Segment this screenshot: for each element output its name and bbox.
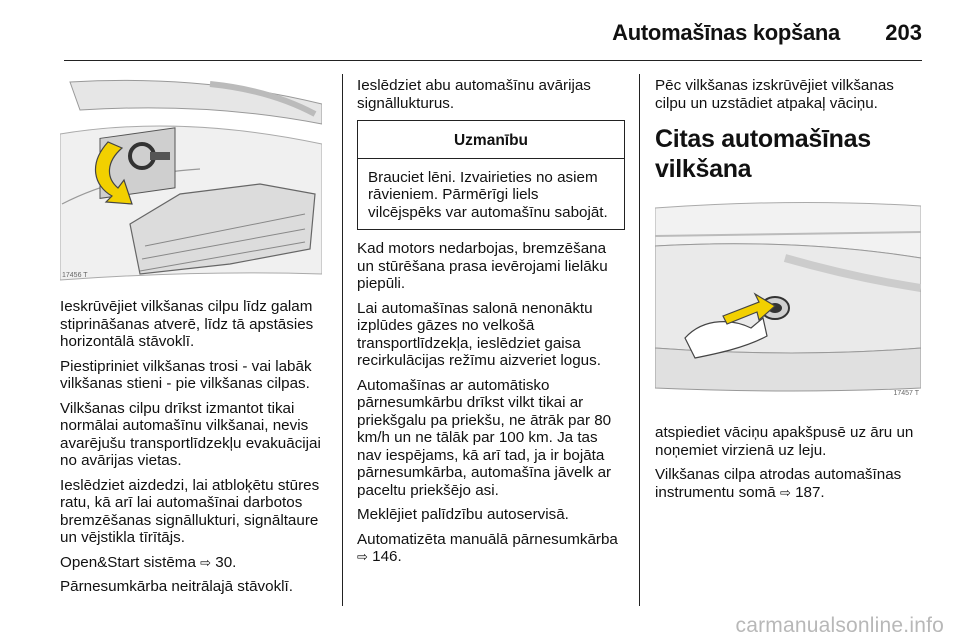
column-divider-1	[342, 74, 343, 606]
page-reference-icon: ⇨	[200, 554, 212, 570]
tow-eye-front-figure	[60, 74, 322, 286]
warning-box	[357, 120, 625, 230]
page-reference-icon: ⇨	[357, 549, 368, 564]
paragraph: Ieslēdziet abu automašīnu avārijas signāllukturus.	[357, 77, 591, 112]
paragraph: Pēc vilkšanas izskrūvējiet vilkšanas cilpu un uzstādiet atpakaļ vāciņu.	[655, 77, 894, 112]
figure-code: 17457 T	[893, 389, 919, 397]
reference-text: Automatizēta manuālā pārnesumkārba	[357, 530, 618, 548]
reference-text: Open&Start sistēma	[60, 553, 196, 571]
paragraph: atspiediet vāciņu apakšpusē uz āru un noņemiet virzienā uz leju.	[655, 424, 914, 459]
page-reference-icon: ⇨	[779, 484, 791, 500]
paragraph: Lai automašīnas salonā nenonāktu izplūdes gāzes no velkošā transportlīdzekļa, ieslēdziet gaisa recirkulācijas režīmu aizveriet logus.	[357, 299, 601, 369]
page-number: 203	[885, 20, 922, 45]
paragraph: Automašīnas ar automātisko pārnesumkārbu drīkst vilkt tikai ar priekšgalu pa priekšu, ne ātrāk par 80 km/h un ne tālāk par 100 km. Ja tas nav iespējams, kā arī tad, ja ir bojāta pārnesumkārba, automašīna jāvelk ar paceltu priekšējo asi.	[357, 376, 612, 499]
header-rule	[64, 60, 922, 61]
page-title: Automašīnas kopšana	[612, 20, 840, 45]
paragraph: Kad motors nedarbojas, bremzēšana un stūrēšana prasa ievērojami lielāku piepūli.	[357, 240, 608, 292]
paragraph: Vilkšanas cilpu drīkst izmantot tikai normālai automašīnu vilkšanai, nevis avarējušu transportlīdzekļu evakuācijai no avārijas vietas.	[60, 399, 321, 469]
figure-code: 17456 T	[62, 271, 88, 279]
paragraph: Meklējiet palīdzību autoservisā.	[357, 506, 569, 523]
front-bumper-illustration	[60, 74, 322, 286]
paragraph: Ieslēdziet aizdedzi, lai atbloķētu stūres ratu, kā arī lai automašīnai darbotos bremzēšanas signāllukturi, signāltaure un vējstikla tīrītājs.	[60, 476, 320, 546]
reference-text: Vilkšanas cilpa atrodas automašīnas instrumentu somā	[655, 466, 902, 501]
cross-reference-paragraph	[655, 466, 923, 501]
column-1	[60, 74, 328, 603]
paragraph: Piestipriniet vilkšanas trosi - vai labāk vilkšanas stieni - pie vilkšanas cilpas.	[60, 357, 312, 392]
page-header	[0, 0, 960, 64]
watermark: carmanualsonline.info	[735, 614, 944, 637]
cross-reference-paragraph	[357, 531, 625, 566]
rear-bumper-illustration	[655, 198, 921, 404]
column-3	[655, 77, 923, 508]
paragraph: Ieskrūvējiet vilkšanas cilpu līdz galam stiprināšanas atverē, līdz tā apstāsies horizontālā stāvoklī.	[60, 298, 314, 350]
reference-page: 146.	[372, 548, 402, 565]
tow-cover-figure	[655, 198, 921, 404]
column-divider-2	[639, 74, 640, 606]
reference-page: 187.	[795, 483, 825, 501]
warning-text: Brauciet lēni. Izvairieties no asiem rāvieniem. Pārmērīgi liels vilcējspēks var automašīnu sabojāt.	[368, 168, 608, 221]
column-2	[357, 77, 625, 573]
paragraph: Pārnesumkārba neitrālajā stāvoklī.	[60, 578, 293, 595]
warning-title: Uzmanību	[358, 121, 624, 159]
cross-reference-paragraph	[60, 554, 328, 572]
reference-page: 30.	[215, 553, 237, 571]
section-title: Citas automašīnas vilkšana	[655, 125, 871, 183]
